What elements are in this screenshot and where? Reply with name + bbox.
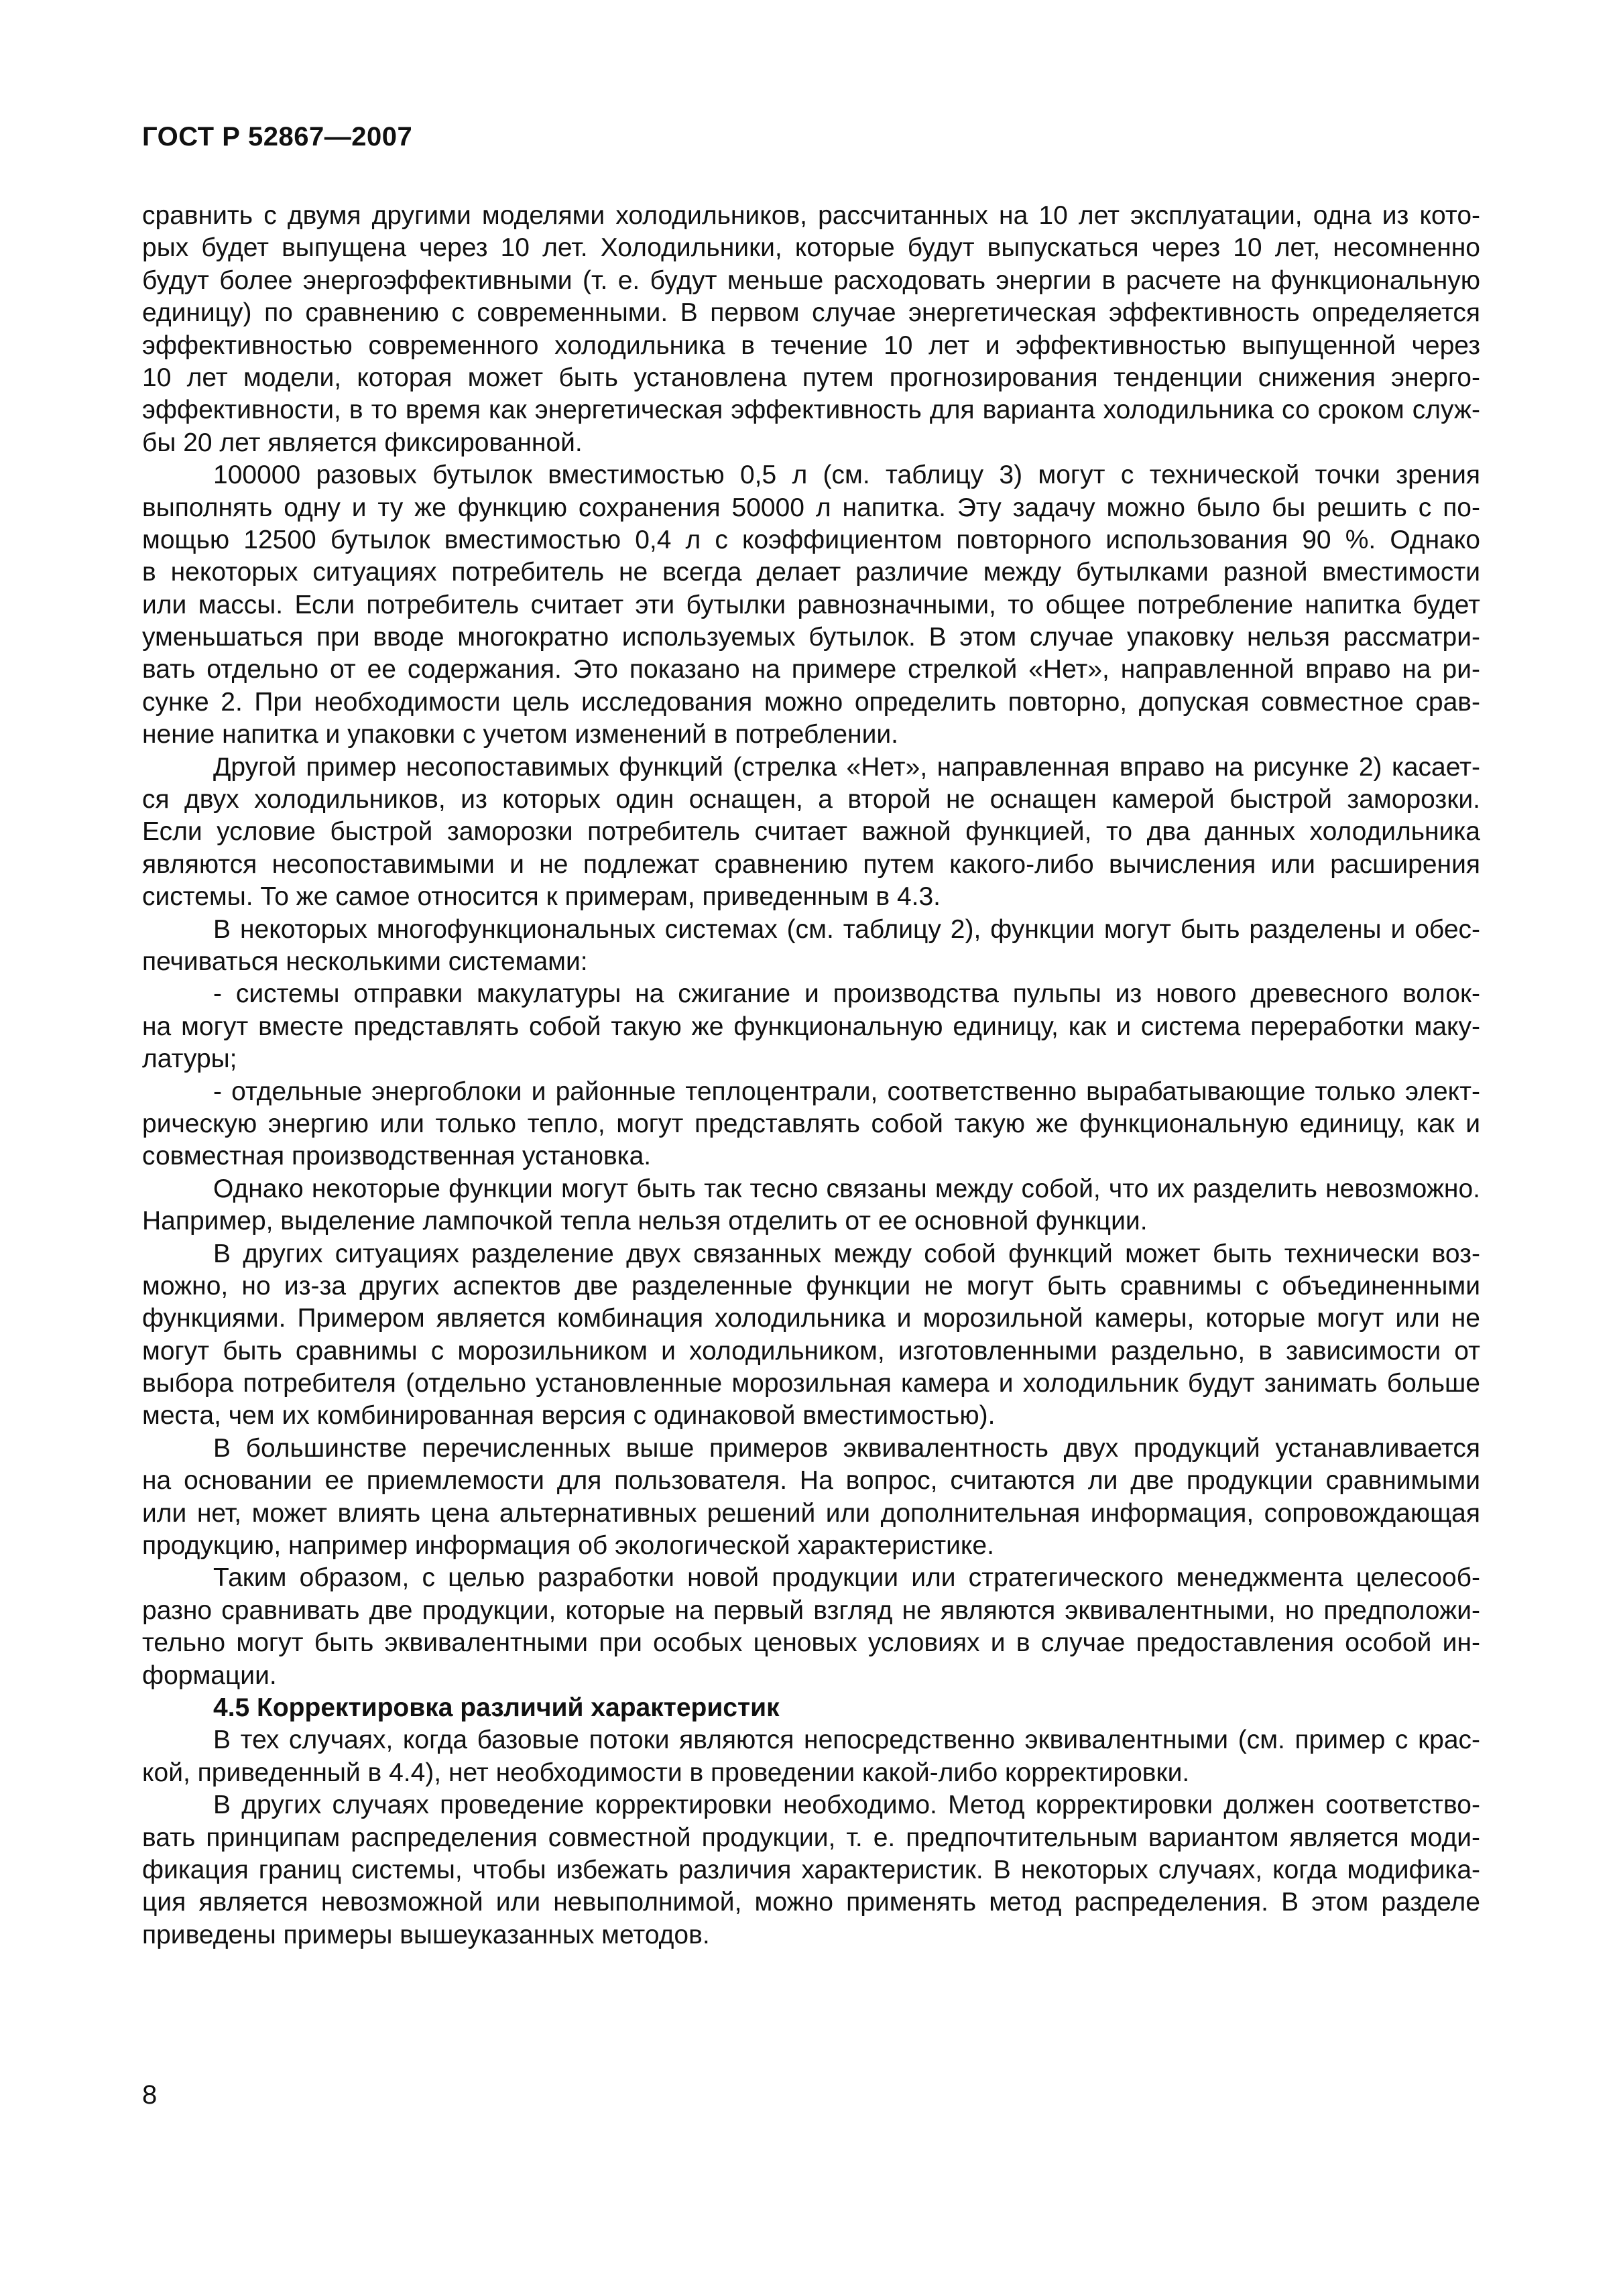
text-line: вать отдельно от ее содержания. Это показано на примере стрелкой «Нет», направленной вправо на ри- [142, 655, 1480, 684]
text-line: выбора потребителя (отдельно установленные морозильная камера и холодильник будут занимать больше [142, 1369, 1480, 1398]
text-line: Например, выделение лампочкой тепла нельзя отделить от ее основной функции. [142, 1207, 1148, 1236]
text-line: на основании ее приемлемости для пользователя. На вопрос, считаются ли две продукции сравнимыми [142, 1466, 1480, 1496]
text-line: функциями. Примером является комбинация холодильника и морозильной камеры, которые могут или не [142, 1304, 1480, 1333]
text-line: ся двух холодильников, из которых один оснащен, а второй не оснащен камерой быстрой заморозки. [142, 785, 1480, 814]
list-item-line: - системы отправки макулатуры на сжигание и производства пульпы из нового древесного волок- [213, 979, 1480, 1009]
text-line: места, чем их комбинированная версия с одинаковой вместимостью). [142, 1401, 996, 1431]
list-item-line: совместная производственная установка. [142, 1142, 652, 1171]
text-line: нение напитка и упаковки с учетом изменений в потреблении. [142, 720, 898, 749]
text-line: В тех случаях, когда базовые потоки являются непосредственно эквивалентными (см. пример с крас- [213, 1726, 1480, 1755]
text-line: Если условие быстрой заморозки потребитель считает важной функцией, то два данных холодильника [142, 817, 1480, 847]
text-line: печиваться несколькими системами: [142, 947, 588, 976]
text-line: Таким образом, с целью разработки новой продукции или стратегического менеджмента целесооб- [213, 1563, 1480, 1593]
text-line: могут быть сравнимы с морозильником и холодильником, изготовленными раздельно, в зависимости от [142, 1336, 1480, 1366]
text-line: эффективности, в то время как энергетическая эффективность для варианта холодильника со сроком служ- [142, 396, 1480, 425]
text-line: ция является невозможной или невыполнимой, можно применять метод распределения. В этом разделе [142, 1888, 1480, 1917]
text-line: фикация границ системы, чтобы избежать различия характеристик. В некоторых случаях, когда модифика- [142, 1855, 1480, 1884]
text-line: вать принципам распределения совместной продукции, т. е. предпочтительным вариантом является моди- [142, 1823, 1480, 1852]
document-body [142, 200, 1480, 1951]
text-line: формации. [142, 1660, 277, 1690]
text-line: приведены примеры вышеуказанных методов. [142, 1920, 710, 1949]
text-line: уменьшаться при вводе многократно используемых бутылок. В этом случае упаковку нельзя рассматри- [142, 623, 1480, 652]
text-line: в некоторых ситуациях потребитель не всегда делает различие между бутылками разной вместимости [142, 558, 1480, 587]
page-number: 8 [142, 2080, 158, 2110]
text-line: выполнять одну и ту же функцию сохранения 50000 л напитка. Эту задачу можно было бы решить с по- [142, 493, 1480, 522]
document-header: ГОСТ Р 52867—2007 [142, 122, 413, 152]
text-line: будут более энергоэффективными (т. е. будут меньше расходовать энергии в расчете на функциональную [142, 265, 1480, 295]
list-item-line: на могут вместе представлять собой такую же функциональную единицу, как и система переработки маку- [142, 1012, 1480, 1041]
text-line: можно, но из-за других аспектов две разделенные функции не могут быть сравнимы с объединенными [142, 1271, 1480, 1301]
text-line: эффективностью современного холодильника в течение 10 лет и эффективностью выпущенной через [142, 330, 1480, 360]
text-line: 100000 разовых бутылок вместимостью 0,5 л (см. таблицу 3) могут с технической точки зрения [213, 461, 1480, 490]
list-item-line: рическую энергию или только тепло, могут представлять собой такую же функциональную единицу, как и [142, 1109, 1480, 1138]
text-line: единицу) по сравнению с современными. В первом случае энергетическая эффективность определяется [142, 298, 1480, 328]
text-line: бы 20 лет является фиксированной. [142, 428, 583, 457]
list-item-line: латуры; [142, 1044, 237, 1074]
text-line: системы. То же самое относится к примерам, приведенным в 4.3. [142, 882, 941, 912]
text-line: В большинстве перечисленных выше примеров эквивалентность двух продукций устанавливается [213, 1433, 1480, 1463]
text-line: кой, приведенный в 4.4), нет необходимости в проведении какой-либо корректировки. [142, 1758, 1190, 1787]
text-line: В других ситуациях разделение двух связанных между собой функций может быть технически воз- [213, 1239, 1480, 1268]
text-line: Однако некоторые функции могут быть так тесно связаны между собой, что их разделить невозможно. [213, 1174, 1480, 1203]
text-line: сравнить с двумя другими моделями холодильников, рассчитанных на 10 лет эксплуатации, одна из кото- [142, 201, 1480, 230]
text-line: мощью 12500 бутылок вместимостью 0,4 л с коэффициентом повторного использования 90 %. Однако [142, 525, 1480, 554]
text-line: тельно могут быть эквивалентными при особых ценовых условиях и в случае предоставления особой ин- [142, 1628, 1480, 1658]
text-line: или нет, может влиять цена альтернативных решений или дополнительная информация, сопровождающая [142, 1498, 1480, 1528]
text-line: Другой пример несопоставимых функций (стрелка «Нет», направленная вправо на рисунке 2) касает- [213, 752, 1480, 782]
text-line: продукцию, например информация об экологической характеристике. [142, 1531, 994, 1561]
section-heading: 4.5 Корректировка различий характеристик [213, 1693, 780, 1722]
text-line: разно сравнивать две продукции, которые на первый взгляд не являются эквивалентными, но предположи- [142, 1595, 1480, 1625]
text-line: 10 лет модели, которая может быть установлена путем прогнозирования тенденции снижения энерго- [142, 363, 1480, 392]
list-item-line: - отдельные энергоблоки и районные теплоцентрали, соответственно вырабатывающие только элект- [213, 1077, 1480, 1106]
text-line: рых будет выпущена через 10 лет. Холодильники, которые будут выпускаться через 10 лет, несомненно [142, 233, 1480, 263]
text-line: сунке 2. При необходимости цель исследования можно определить повторно, допуская совместное срав- [142, 687, 1480, 717]
text-line: В других случаях проведение корректировки необходимо. Метод корректировки должен соответство- [213, 1791, 1480, 1820]
text-line: являются несопоставимыми и не подлежат сравнению путем какого-либо вычисления или расширения [142, 849, 1480, 879]
text-line: В некоторых многофункциональных системах (см. таблицу 2), функции могут быть разделены и обес- [213, 914, 1480, 944]
text-line: или массы. Если потребитель считает эти бутылки равнозначными, то общее потребление напитка будет [142, 590, 1480, 619]
